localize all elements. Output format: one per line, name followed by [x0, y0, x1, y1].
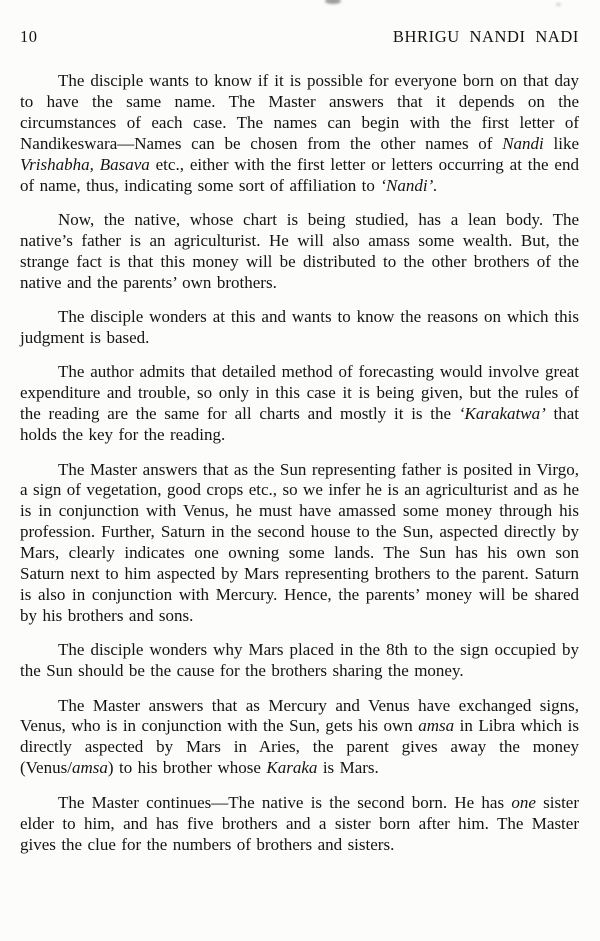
text-run-italic: amsa [418, 716, 455, 736]
text-run: The Master answers that as Mercury and Venus have exchanged signs, Venus, who is in conjunction with the Sun, gets his own [20, 695, 579, 736]
text-run: The Master answers that as the Sun representing father is posited in Virgo, a sign of vegetation, good crops etc., so we infer he is an agriculturist and as he is in conjunction with Venus, he must have amassed some money through his profession. Further, Saturn in the second house to the Sun, aspected directly by Mars, clearly indicates one owning some lands. The Sun has his own son Saturn next to him aspected by Mars representing brothers to the parent. Saturn is also in conjunction with Mercury. Hence, the parents’ money will be shared by his brothers and sons. [20, 459, 579, 625]
text-run: The author admits that detailed method of forecasting would involve great expenditure and trouble, so only in this case it is being given, but the rules of the reading are the same for all charts and mostly it is the [20, 362, 579, 424]
text-run-italic: ‘Nandi’. [380, 175, 438, 195]
page-number: 10 [20, 27, 38, 46]
text-run: The disciple wonders at this and wants to know the reasons on which this judgment is based. [20, 307, 579, 347]
text-run: that holds the key for the reading. [20, 404, 579, 445]
text-run: like [543, 133, 579, 153]
paragraph [20, 460, 579, 627]
text-run-italic: Karaka [266, 758, 318, 778]
text-run-italic: one [511, 792, 536, 812]
text-run: etc., either with the first letter or letters occurring at the end of name, thus, indicating some sort of affiliation to [20, 154, 579, 195]
text-run: in Libra which is directly aspected by Mars in Aries, the parent gives away the money (Venus/ [20, 716, 579, 778]
text-run: is Mars. [317, 758, 379, 778]
text-run-italic: Nandi [502, 133, 544, 153]
paragraph [20, 640, 579, 682]
text-run-italic: ‘Karakatwa’ [458, 404, 546, 424]
scan-speck [556, 3, 561, 6]
page-body [20, 71, 579, 855]
running-header-title: BHRIGU NANDI NADI [392, 27, 579, 46]
paragraph [20, 696, 579, 780]
paragraph [20, 793, 579, 856]
page-header [20, 27, 579, 47]
text-run: The disciple wonders why Mars placed in the 8th to the sign occupied by the Sun should be the cause for the brothers sharing the money. [20, 640, 579, 681]
scan-smudge [325, 0, 341, 4]
paragraph [20, 362, 579, 446]
text-run: The disciple wants to know if it is possible for everyone born on that day to have the same name. The Master answers that it depends on the circumstances of each case. The names can begin with the first letter of Nandikeswara—Names can be chosen from the other names of [20, 71, 579, 153]
text-run: The Master continues—The native is the second born. He has [58, 792, 512, 812]
text-run: ) to his brother whose [107, 758, 267, 778]
text-run: sister elder to him, and has five brothers and a sister born after him. The Master gives the clue for the numbers of brothers and sisters. [20, 792, 579, 854]
text-run-italic: Vrishabha, Basava [20, 154, 150, 174]
text-run-italic: amsa [71, 758, 108, 778]
paragraph [20, 71, 579, 196]
paragraph [20, 210, 579, 294]
text-run: Now, the native, whose chart is being studied, has a lean body. The native’s father is an agriculturist. He will also amass some wealth. But, the strange fact is that this money will be distributed to the other brothers of the native and the parents’ own brothers. [20, 209, 579, 292]
paragraph [20, 307, 579, 349]
